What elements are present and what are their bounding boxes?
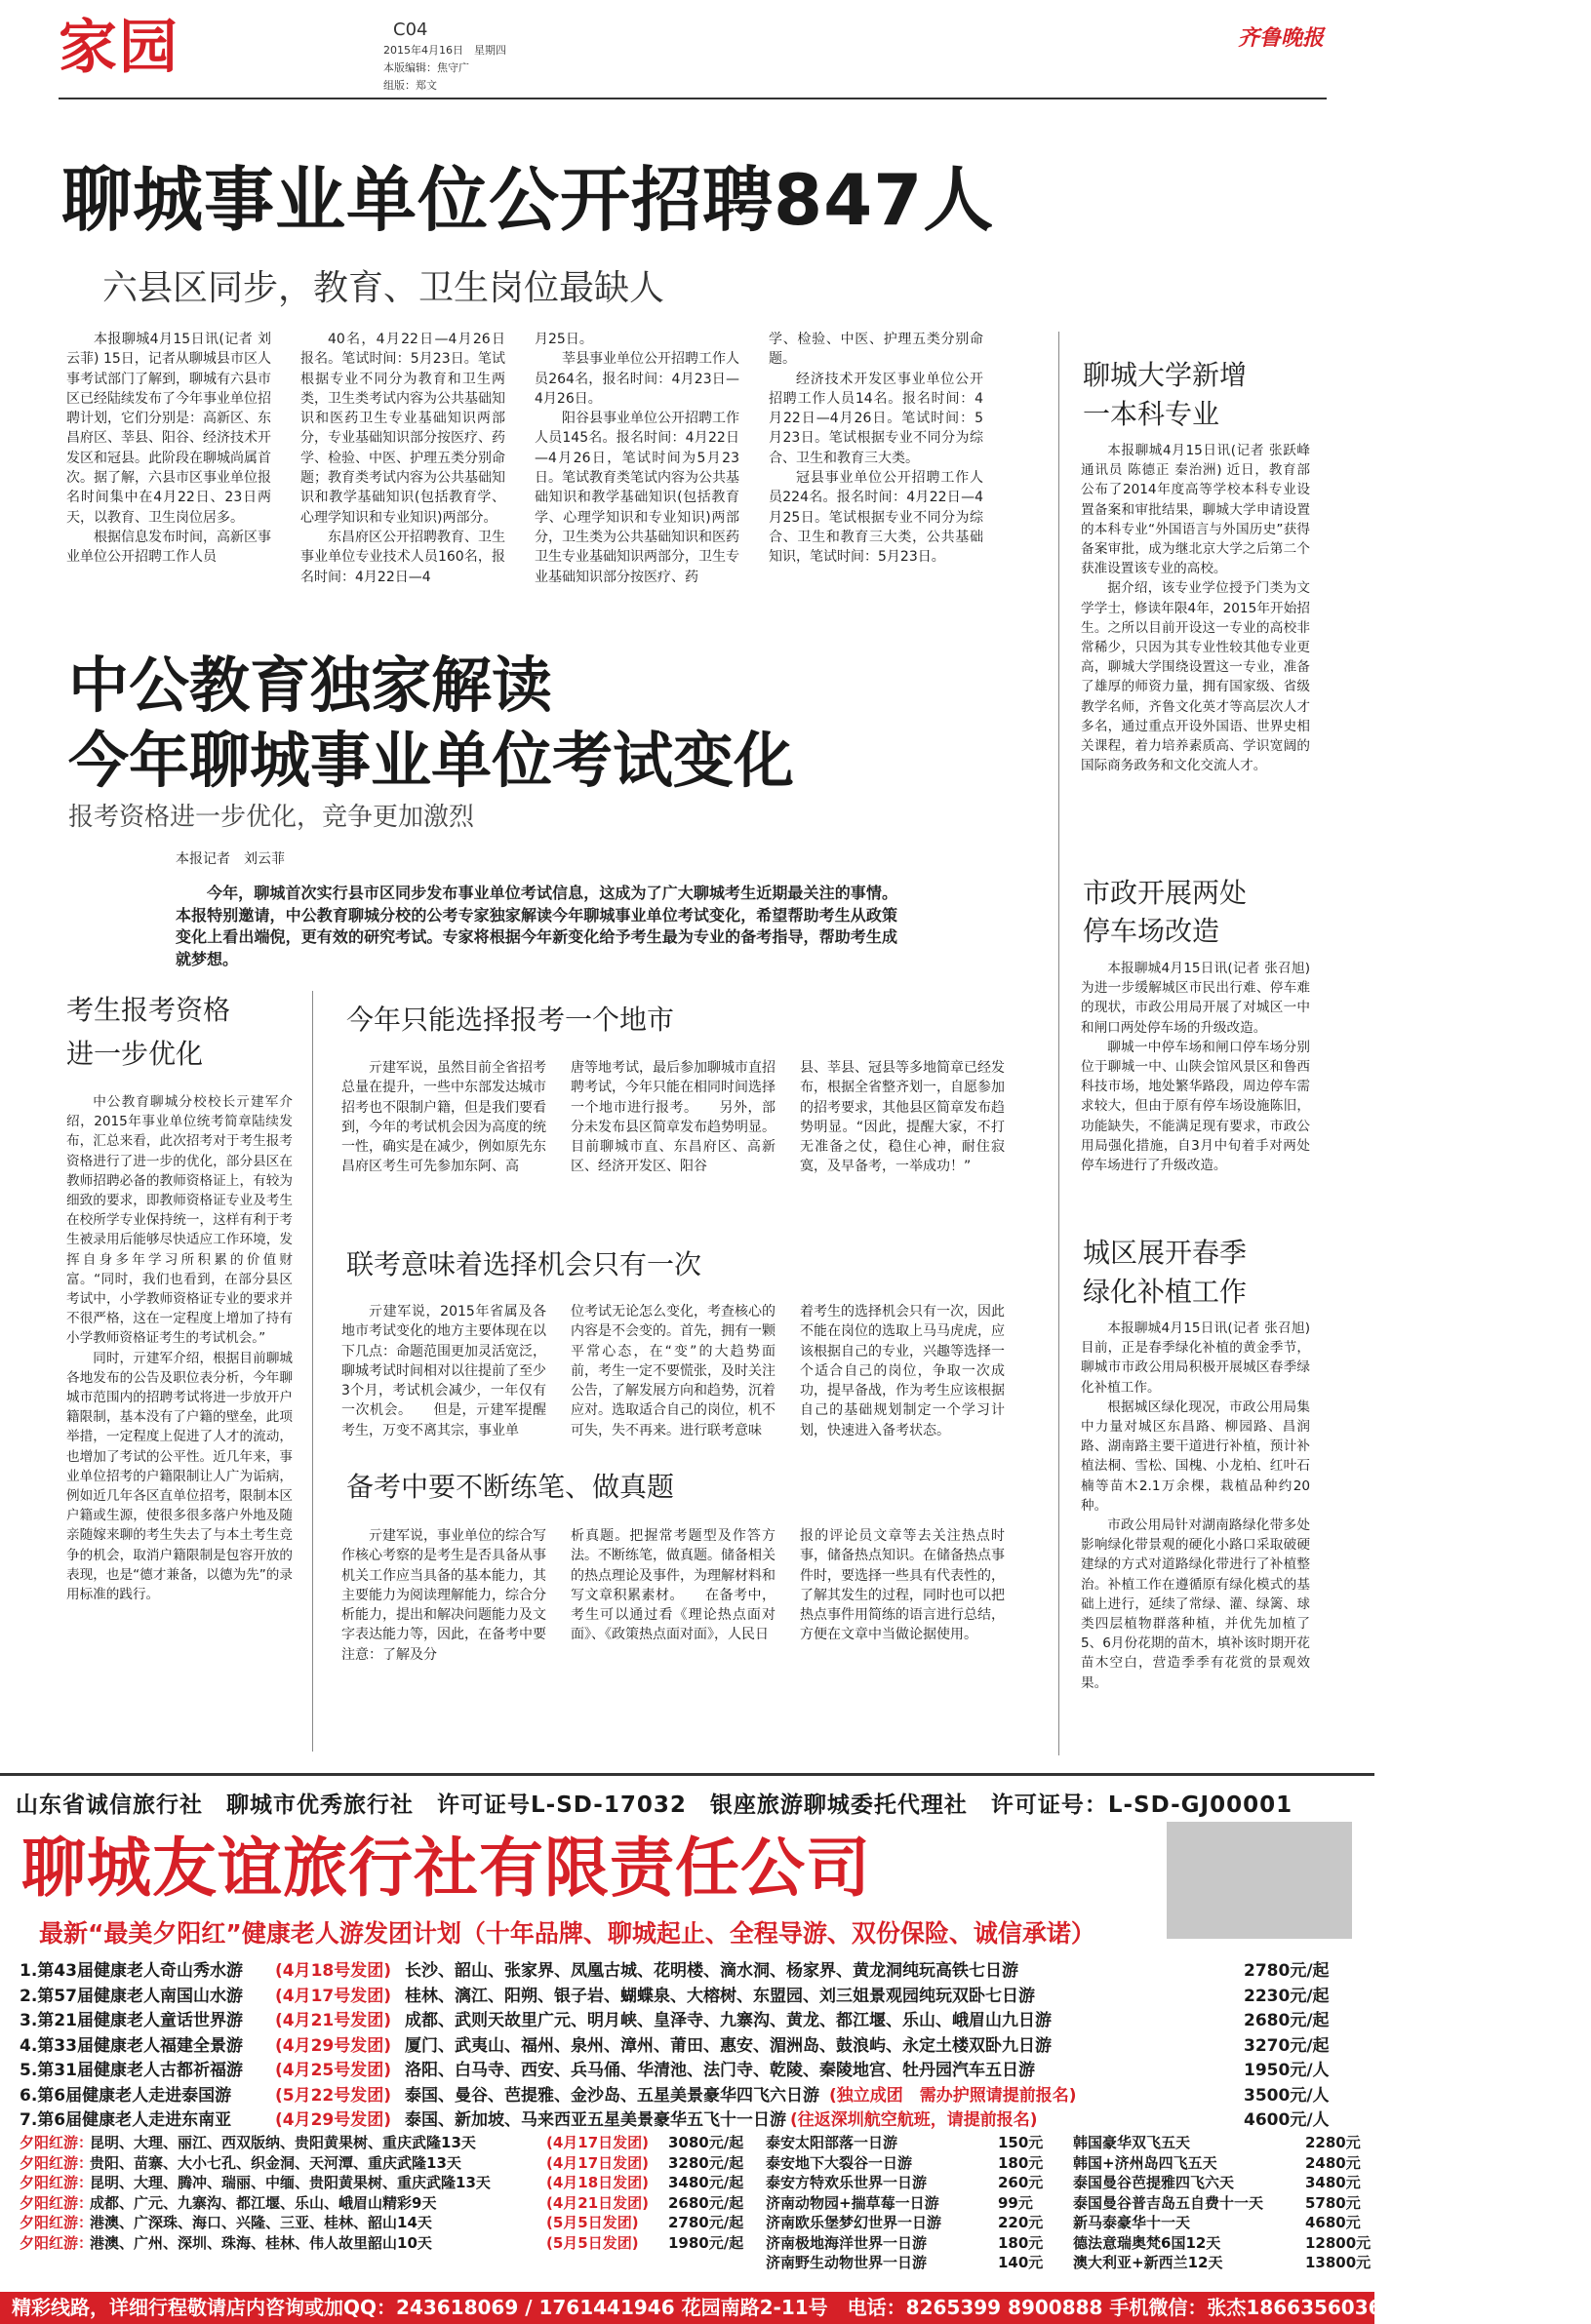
sec2-column-2 xyxy=(571,1058,776,1177)
s1-text xyxy=(1081,441,1310,775)
paragraph: 唐等地考试，最后参加聊城市直招聘考试，今年只能在相同时间选择一个地市进行报考。 另外，部分未发布县区简章发布趋势明显。目前聊城市直、东昌府区、高新区、经济开发区、阳谷 xyxy=(571,1060,776,1175)
page-date: 2015年4月16日 星期四 xyxy=(383,44,506,57)
tour-date: (4月21号发团) xyxy=(275,2011,392,2030)
paragraph: 亓建军说，虽然目前全省招考总量在提升，一些中东部发达城市招考也不限制户籍，但是我们要看到，今年的考试机会因为高度的统一性，确实是在减少，例如原先东昌府区考生可先参加东阿、高 xyxy=(341,1060,546,1175)
s1-title-line1: 聊城大学新增 xyxy=(1083,359,1248,391)
abroad-row xyxy=(1073,2133,1361,2152)
tour-route: 洛阳、白马寺、西安、兵马俑、华清池、法门寺、乾陵、秦陵地宫、牡丹园汽车五日游 xyxy=(405,2061,1035,2080)
local-price: 140元 xyxy=(998,2254,1044,2271)
paragraph: 经济技术开发区事业单位公开招聘工作人员14名。报名时间：4月22日—4月26日。笔试时间：5月23日。笔试根据专业不同分为综合、卫生和教育三大类。 xyxy=(769,371,983,466)
abroad-row xyxy=(1073,2253,1372,2272)
abroad-route: 澳大利亚+新西兰12天 xyxy=(1073,2254,1223,2271)
paragraph: 亓建军说，事业单位的综合写作核心考察的是考生是否具备从事机关工作应当具备的基本能力，其主要能力为阅读理解能力，综合分析能力，提出和解决问题能力及文字表达能力等，因此，在备考中要注意：了解及分 xyxy=(341,1528,546,1663)
column-divider xyxy=(1058,332,1059,1755)
s2-title-line1: 市政开展两处 xyxy=(1083,877,1248,909)
tour-name: 3.第21届健康老人童话世界游 xyxy=(20,2011,243,2030)
tour-date: (4月29号发团) xyxy=(275,2110,392,2130)
paragraph: 县、莘县、冠县等多地简章已经发布，根据全省整齐划一，自愿参加的招考要求，其他县区简章发布趋势明显。“因此，提醒大家，不打无准备之仗，稳住心神，耐住寂寞，及早备考，一举成功！” xyxy=(800,1060,1005,1175)
sunset-row xyxy=(20,2213,761,2232)
s2-title-line2: 停车场改造 xyxy=(1083,915,1220,947)
tour-date: (5月22号发团) xyxy=(275,2085,392,2106)
paragraph: 同时，亓建军介绍，根据目前聊城各地发布的公告及职位表分析，今年聊城市范围内的招聘考试将进一步放开户籍限制，基本没有了户籍的壁垒，此项举措，一定程度上促进了人才的流动，也增加了考试的公平性。近几年来，事业单位招考的户籍限制让人广为诟病，例如近几年各区直单位招考，限制本区户籍或生源，使很多很多落户外地及随亲随嫁来聊的考生失去了与本土考生竞争的机会，取消户籍限制是包容开放的表现，也是“德才兼备，以德为先”的录用标准的践行。 xyxy=(66,1350,293,1603)
local-row xyxy=(766,2233,1044,2253)
lead-column-2 xyxy=(300,330,505,587)
abroad-row xyxy=(1073,2173,1361,2192)
ad-contact-footer xyxy=(0,2292,1591,2324)
tour-note: (独立成团 需办护照请提前报名) xyxy=(829,2085,1077,2106)
sunset-date: (4月17日发团) xyxy=(546,2134,650,2151)
s3-title-line1: 城区展开春季 xyxy=(1083,1237,1248,1269)
paragraph: 市政公用局针对湖南路绿化带多处影响绿化带景观的硬化小路口采取破硬建绿的方式对道路绿化带进行了补植整治。补植工作在遵循原有绿化模式的基础上进行，延续了常绿、灌、绿篱、球类四层植物群落种植，并优先加植了5、6月份花期的苗木，填补该时期开花苗木空白，营造季季有花赏的景观效果。 xyxy=(1081,1517,1310,1691)
lead-column-1 xyxy=(66,330,271,568)
abroad-route: 泰国曼谷普吉岛五自费十一天 xyxy=(1073,2193,1264,2212)
abroad-row xyxy=(1073,2213,1361,2232)
paragraph: 位考试无论怎么变化，考查核心的内容是不会变的。首先，拥有一颗平常心态，在“变”的大趋势面前，考生一定不要慌张，及时关注公告，了解发展方向和趋势，沉着应对。选取适合自己的岗位，机不可失，失不再来。进行联考意味 xyxy=(571,1304,776,1438)
sec3-column-2 xyxy=(571,1302,776,1440)
page-editor: 本版编辑：焦守广 xyxy=(383,61,469,74)
paragraph: 本报聊城4月15日讯(记者 刘云菲) 15日，记者从聊城县市区人事考试部门了解到，聊城有六县市区已经陆续发布了今年事业单位招聘计划，它们分别是：高新区、东昌府区、莘县、阳谷、经济技术开发区和冠县。此阶段在聊城尚属首次。据了解，六县市区事业单位报名时间集中在4月22日、23日两天，以教育、卫生岗位居多。 xyxy=(66,332,271,526)
abroad-price: 2480元 xyxy=(1305,2153,1361,2172)
paragraph: 阳谷县事业单位公开招聘工作人员145名。报名时间：4月22日—4月26日，笔试时间为5月23日。笔试教育类笔试内容为公共基础知识和教学基础知识(包括教育学、心理学知识和专业知识)两部分，卫生类为公共基础知识和医药卫生专业基础知识两部分，卫生专业基础知识部分按医疗、药 xyxy=(535,411,739,585)
sunset-date: (4月17日发团) xyxy=(546,2153,650,2172)
page-number: C04 xyxy=(393,20,428,40)
tour-route: 长沙、韶山、张家界、凤凰古城、花明楼、滴水洞、杨家界、黄龙洞纯玩高铁七日游 xyxy=(405,1961,1018,1981)
abroad-route: 德法意瑞奥梵6国12天 xyxy=(1073,2233,1221,2252)
s1-title-line2: 一本科专业 xyxy=(1083,398,1220,430)
sec4-title: 备考中要不断练笔、做真题 xyxy=(346,1471,675,1503)
paragraph: 报的评论员文章等去关注热点时事，储备热点知识。在储备热点事件时，要选择一些具有代表性的，了解其发生的过程，同时也可以把热点事件用简练的语言进行总结，方便在文章中当做论据使用。 xyxy=(800,1528,1005,1643)
paragraph: 亓建军说，2015年省属及各地市考试变化的地方主要体现在以下几点：命题范围更加灵活宽泛，聊城考试时间相对以往提前了至少3个月，考试机会减少，一年仅有一次机会。 但是，亓建军提醒考生，万变不离其宗，事业单 xyxy=(341,1304,546,1438)
tour-price: 3270元/起 xyxy=(1244,2035,1330,2056)
paragraph: 40名，4月22日—4月26日报名。笔试时间：5月23日。笔试根据专业不同分为教育和卫生两类，卫生类考试内容为公共基础知识和医药卫生专业基础知识两部分，专业基础知识部分按医疗、药学、检验、中医、护理五类分别命题；教育类考试内容为公共基础知识和教学基础知识(包括教育学、心理学知识和专业知识)两部分。 xyxy=(300,332,505,526)
sec2-title: 今年只能选择报考一个地市 xyxy=(346,1004,675,1036)
paragraph: 本报聊城4月15日讯(记者 张跃峰 通讯员 陈德正 秦治洲) 近日，教育部公布了2014年度高等学校本科专业设置备案和审批结果，聊城大学申请设置的本科专业“外国语言与外国历史”获得备案审批，成为继北京大学之后第二个获准设置该专业的高校。 xyxy=(1081,443,1310,577)
s3-title-line2: 绿化补植工作 xyxy=(1083,1276,1248,1308)
paragraph: 着考生的选择机会只有一次，因此不能在岗位的选取上马马虎虎，应该根据自己的专业，兴趣等选择一个适合自己的岗位，争取一次成功，提早备战，作为考生应该根据自己的基础规划制定一个学习计划，快速进入备考状态。 xyxy=(800,1304,1005,1438)
abroad-route: 韩国+济州岛四飞五天 xyxy=(1073,2153,1217,2172)
paragraph: 今年，聊城首次实行县市区同步发布事业单位考试信息，这成为了广大聊城考生近期最关注的事情。本报特别邀请，中公教育聊城分校的公考专家独家解读今年聊城事业单位考试变化，希望帮助考生从政策变化上看出端倪，更有效的研究考试。专家将根据今年新变化给予考生最为专业的备考指导，帮助考生成就梦想。 xyxy=(176,884,897,968)
tour-route: 桂林、漓江、阳朔、银子岩、蝴蝶泉、大榕树、东盟园、刘三姐景观园纯玩双卧七日游 xyxy=(405,1986,1035,2006)
abroad-row xyxy=(1073,2153,1361,2173)
sec2-column-3 xyxy=(800,1058,1005,1177)
abroad-price: 3480元 xyxy=(1305,2174,1361,2191)
sec4-column-3 xyxy=(800,1526,1005,1645)
sunset-price: 2680元/起 xyxy=(668,2193,744,2212)
tour-date: (4月29号发团) xyxy=(275,2035,392,2056)
lead-column-4 xyxy=(769,330,983,568)
sunset-label: 夕阳红游： xyxy=(20,2193,94,2212)
paragraph: 聊城一中停车场和闸口停车场分别位于聊城一中、山陕会馆风景区和鲁西科技市场，地处繁华路段，周边停车需求较大，但由于原有停车场设施陈旧，功能缺失，不能满足现有要求，市政公用局强化措施，自3月中旬着手对两处停车场进行了升级改造。 xyxy=(1081,1039,1310,1174)
local-price: 260元 xyxy=(998,2174,1044,2191)
abroad-route: 韩国豪华双飞五天 xyxy=(1073,2134,1191,2151)
sec1-title-line1: 考生报考资格 xyxy=(66,994,231,1026)
sunset-price: 2780元/起 xyxy=(668,2214,744,2231)
local-row xyxy=(766,2173,1044,2192)
sunset-row xyxy=(20,2153,761,2173)
local-route: 泰安太阳部落一日游 xyxy=(766,2134,898,2151)
sec3-column-1 xyxy=(341,1302,546,1440)
local-row xyxy=(766,2153,1044,2173)
lead-headline: 聊城事业单位公开招聘847人 xyxy=(61,159,995,241)
sunset-route: 港澳、广深珠、海口、兴隆、三亚、桂林、韶山14天 xyxy=(90,2214,432,2231)
paragraph: 本报聊城4月15日讯(记者 张召旭) 为进一步缓解城区市民出行难、停车难的现状，市政公用局开展了对城区一中和闸口两处停车场的升级改造。 xyxy=(1081,961,1310,1036)
sunset-label: 夕阳红游： xyxy=(20,2134,94,2151)
abroad-price: 2280元 xyxy=(1305,2134,1361,2151)
sunset-price: 3280元/起 xyxy=(668,2153,744,2172)
sunset-date: (4月21日发团) xyxy=(546,2193,650,2212)
local-route: 济南欧乐堡梦幻世界一日游 xyxy=(766,2214,942,2231)
sec1-text xyxy=(66,1092,293,1604)
local-price: 180元 xyxy=(998,2153,1044,2172)
tour-row xyxy=(20,2059,1366,2082)
tour-price: 4600元/人 xyxy=(1244,2110,1330,2130)
ad-license-line: 山东省诚信旅行社 聊城市优秀旅行社 许可证号L-SD-17032 银座旅游聊城委托代理社 许可证号：L-SD-GJ00001 xyxy=(16,1792,1293,1818)
section-logo: 家园 xyxy=(59,14,179,82)
paragraph: 根据信息发布时间，高新区事业单位公开招聘工作人员 xyxy=(66,529,271,566)
tour-date: (4月17号发团) xyxy=(275,1986,392,2006)
tour-row xyxy=(20,1985,1366,2008)
tour-name: 2.第57届健康老人南国山水游 xyxy=(20,1986,243,2006)
sec3-title: 联考意味着选择机会只有一次 xyxy=(346,1248,702,1280)
abroad-route: 泰国曼谷芭提雅四飞六天 xyxy=(1073,2174,1235,2191)
lead-subheadline: 六县区同步，教育、卫生岗位最缺人 xyxy=(102,268,665,308)
sunset-label: 夕阳红游： xyxy=(20,2214,94,2231)
tour-price: 2230元/起 xyxy=(1244,1986,1330,2006)
abroad-price: 12800元 xyxy=(1305,2233,1372,2252)
paragraph: 析真题。把握常考题型及作答方法。不断练笔，做真题。储备相关的热点理论及事件，为理解材料和写文章积累素材。 在备考中，考生可以通过看《理论热点面对面》、《政策热点面对面》，人民日 xyxy=(571,1528,776,1643)
tour-date: (4月18号发团) xyxy=(275,1961,392,1981)
local-row xyxy=(766,2253,1044,2272)
column-divider xyxy=(312,991,313,1752)
abroad-row xyxy=(1073,2193,1361,2213)
sunset-price: 1980元/起 xyxy=(668,2233,744,2252)
tour-row xyxy=(20,2084,1366,2107)
feature-intro xyxy=(176,883,897,970)
abroad-price: 13800元 xyxy=(1305,2254,1372,2271)
local-row xyxy=(766,2133,1044,2152)
ad-company-name: 聊城友谊旅行社有限责任公司 xyxy=(21,1831,871,1906)
ad-slogan: 最新“最美夕阳红”健康老人游发团计划（十年品牌、聊城起止、全程导游、双份保险、诚信承诺） xyxy=(39,1919,1095,1948)
elderly-group-photo xyxy=(1167,1822,1352,1939)
newspaper-brand: 齐鲁晚报 xyxy=(1237,26,1324,51)
tour-row xyxy=(20,2034,1366,2058)
tour-route: 厦门、武夷山、福州、泉州、漳州、莆田、惠安、湄洲岛、鼓浪屿、永定土楼双卧九日游 xyxy=(405,2035,1052,2056)
abroad-price: 5780元 xyxy=(1305,2193,1361,2212)
abroad-price: 4680元 xyxy=(1305,2214,1361,2231)
sunset-row xyxy=(20,2133,761,2152)
sec4-column-2 xyxy=(571,1526,776,1645)
tour-route: 泰国、新加坡、马来西亚五星美景豪华五飞十一日游 xyxy=(405,2110,786,2130)
sec1-title-line2: 进一步优化 xyxy=(66,1038,204,1070)
paragraph: 中公教育聊城分校校长亓建军介绍，2015年事业单位统考简章陆续发布，汇总来看，此次招考对于考生报考资格进行了进一步的优化，部分县区在教师招聘必备的教师资格证上，有较为细致的要求，即教师资格证专业及考生在校所学专业保持统一，这样有利于考生被录用后能够尽快适应工作环境，发挥自身多年学习所积累的价值财富。“同时，我们也看到，在部分县区考试中，小学教师资格证专业的要求并不很严格，这在一定程度上增加了持有小学教师资格证考生的考试机会。” xyxy=(66,1094,293,1347)
sec4-column-1 xyxy=(341,1526,546,1665)
local-route: 济南极地海洋世界一日游 xyxy=(766,2233,928,2252)
tour-name: 7.第6届健康老人走进东南亚 xyxy=(20,2110,232,2130)
paragraph: 据介绍，该专业学位授予门类为文学学士，修读年限4年，2015年开始招生。之所以目前开设这一专业的高校非常稀少，只因为其专业性较其他专业更高，聊城大学围绕设置这一专业，准备了雄厚的师资力量，拥有国家级、省级教学名师，齐鲁文化英才等高层次人才多名，通过重点开设外国语、世界史相关课程，着力培养素质高、学识宽阔的国际商务政务和文化交流人才。 xyxy=(1081,580,1310,774)
tour-price: 2680元/起 xyxy=(1244,2011,1330,2030)
paragraph: 根据城区绿化现况，市政公用局集中力量对城区东昌路、柳园路、昌润路、湖南路主要干道进行补植，预计补植法桐、雪松、国槐、小龙柏、红叶石楠等苗木2.1万余棵，栽植品种约20种。 xyxy=(1081,1398,1310,1514)
tour-row xyxy=(20,1959,1366,1983)
feature-subheadline: 报考资格进一步优化，竞争更加激烈 xyxy=(68,803,475,832)
sunset-route: 港澳、广州、深圳、珠海、桂林、伟人故里韶山10天 xyxy=(90,2233,432,2252)
footer-text: 精彩线路，详细行程敬请店内咨询或加QQ：243618069 / 1761441946 花园南路2-11号 电话：8265399 8900888 手机微信：张杰18663560369 艳茹18663560258 xyxy=(12,2296,1591,2319)
sec3-column-3 xyxy=(800,1302,1005,1440)
local-row xyxy=(766,2193,1039,2213)
ad-top-rule xyxy=(0,1773,1374,1776)
tour-name: 1.第43届健康老人奇山秀水游 xyxy=(20,1961,243,1981)
sunset-date: (5月5日发团) xyxy=(546,2214,639,2231)
paragraph: 本报聊城4月15日讯(记者 张召旭) 目前，正是春季绿化补植的黄金季节，聊城市市政公用局积极开展城区春季绿化补植工作。 xyxy=(1081,1320,1310,1396)
page-layout-credit: 组版：郑文 xyxy=(383,79,437,92)
abroad-route: 新马泰豪华十一天 xyxy=(1073,2214,1191,2231)
tour-price: 3500元/人 xyxy=(1244,2085,1330,2106)
sunset-row xyxy=(20,2233,761,2253)
tour-name: 4.第33届健康老人福建全景游 xyxy=(20,2035,243,2056)
tour-row xyxy=(20,2009,1366,2032)
tour-name: 5.第31届健康老人古都祈福游 xyxy=(20,2061,243,2080)
tour-route: 成都、武则天故里广元、明月峡、皇泽寺、九寨沟、黄龙、都江堰、乐山、峨眉山九日游 xyxy=(405,2011,1052,2030)
sunset-label: 夕阳红游： xyxy=(20,2233,94,2252)
paragraph: 东昌府区公开招聘教育、卫生事业单位专业技术人员160名，报名时间：4月22日—4 xyxy=(300,529,505,585)
s3-text xyxy=(1081,1319,1310,1693)
sunset-date: (4月18日发团) xyxy=(546,2174,650,2191)
tour-row xyxy=(20,2108,1366,2132)
sunset-row xyxy=(20,2193,761,2213)
masthead-rule xyxy=(59,98,1327,99)
sunset-price: 3480元/起 xyxy=(668,2174,744,2191)
tour-note: (往返深圳航空航班，请提前报名) xyxy=(790,2110,1038,2130)
sunset-route: 成都、广元、九寨沟、都江堰、乐山、峨眉山精彩9天 xyxy=(90,2193,437,2212)
tour-name: 6.第6届健康老人走进泰国游 xyxy=(20,2085,232,2106)
sunset-label: 夕阳红游： xyxy=(20,2153,94,2172)
feature-headline-line1: 中公教育独家解读 xyxy=(68,650,553,721)
sunset-price: 3080元/起 xyxy=(668,2134,744,2151)
paragraph: 学、检验、中医、护理五类分别命题。 xyxy=(769,332,983,368)
local-row xyxy=(766,2213,1044,2232)
local-route: 泰安地下大裂谷一日游 xyxy=(766,2153,913,2172)
tour-price: 2780元/起 xyxy=(1244,1961,1330,1981)
sunset-route: 昆明、大理、腾冲、瑞丽、中缅、贵阳黄果树、重庆武隆13天 xyxy=(90,2174,491,2191)
feature-byline: 本报记者 刘云菲 xyxy=(176,851,285,867)
sunset-label: 夕阳红游： xyxy=(20,2174,94,2191)
paragraph: 莘县事业单位公开招聘工作人员264名，报名时间：4月23日—4月26日。 xyxy=(535,351,739,407)
local-route: 济南野生动物世界一日游 xyxy=(766,2254,928,2271)
s2-text xyxy=(1081,959,1310,1175)
paragraph: 月25日。 xyxy=(535,332,593,347)
sunset-route: 贵阳、苗寨、大小七孔、织金洞、天河潭、重庆武隆13天 xyxy=(90,2153,461,2172)
local-price: 99元 xyxy=(998,2193,1033,2212)
paragraph: 冠县事业单位公开招聘工作人员224名。报名时间：4月22日—4月25日。笔试根据专业不同分为综合、卫生和教育三大类，公共基础知识，笔试时间：5月23日。 xyxy=(769,470,983,566)
tour-route: 泰国、曼谷、芭提雅、金沙岛、五星美景豪华四飞六日游 xyxy=(405,2085,819,2106)
sunset-row xyxy=(20,2173,761,2192)
local-price: 180元 xyxy=(998,2233,1044,2252)
sunset-date: (5月5日发团) xyxy=(546,2233,639,2252)
local-price: 220元 xyxy=(998,2214,1044,2231)
local-route: 济南动物园+揣草莓一日游 xyxy=(766,2193,939,2212)
abroad-row xyxy=(1073,2233,1372,2253)
sec2-column-1 xyxy=(341,1058,546,1177)
feature-headline-line2: 今年聊城事业单位考试变化 xyxy=(68,725,795,796)
tour-date: (4月25号发团) xyxy=(275,2061,392,2080)
lead-column-3 xyxy=(535,330,739,587)
local-route: 泰安方特欢乐世界一日游 xyxy=(766,2174,928,2191)
sunset-route: 昆明、大理、丽江、西双版纳、贵阳黄果树、重庆武隆13天 xyxy=(90,2134,476,2151)
tour-price: 1950元/人 xyxy=(1244,2061,1330,2080)
local-price: 150元 xyxy=(998,2134,1044,2151)
